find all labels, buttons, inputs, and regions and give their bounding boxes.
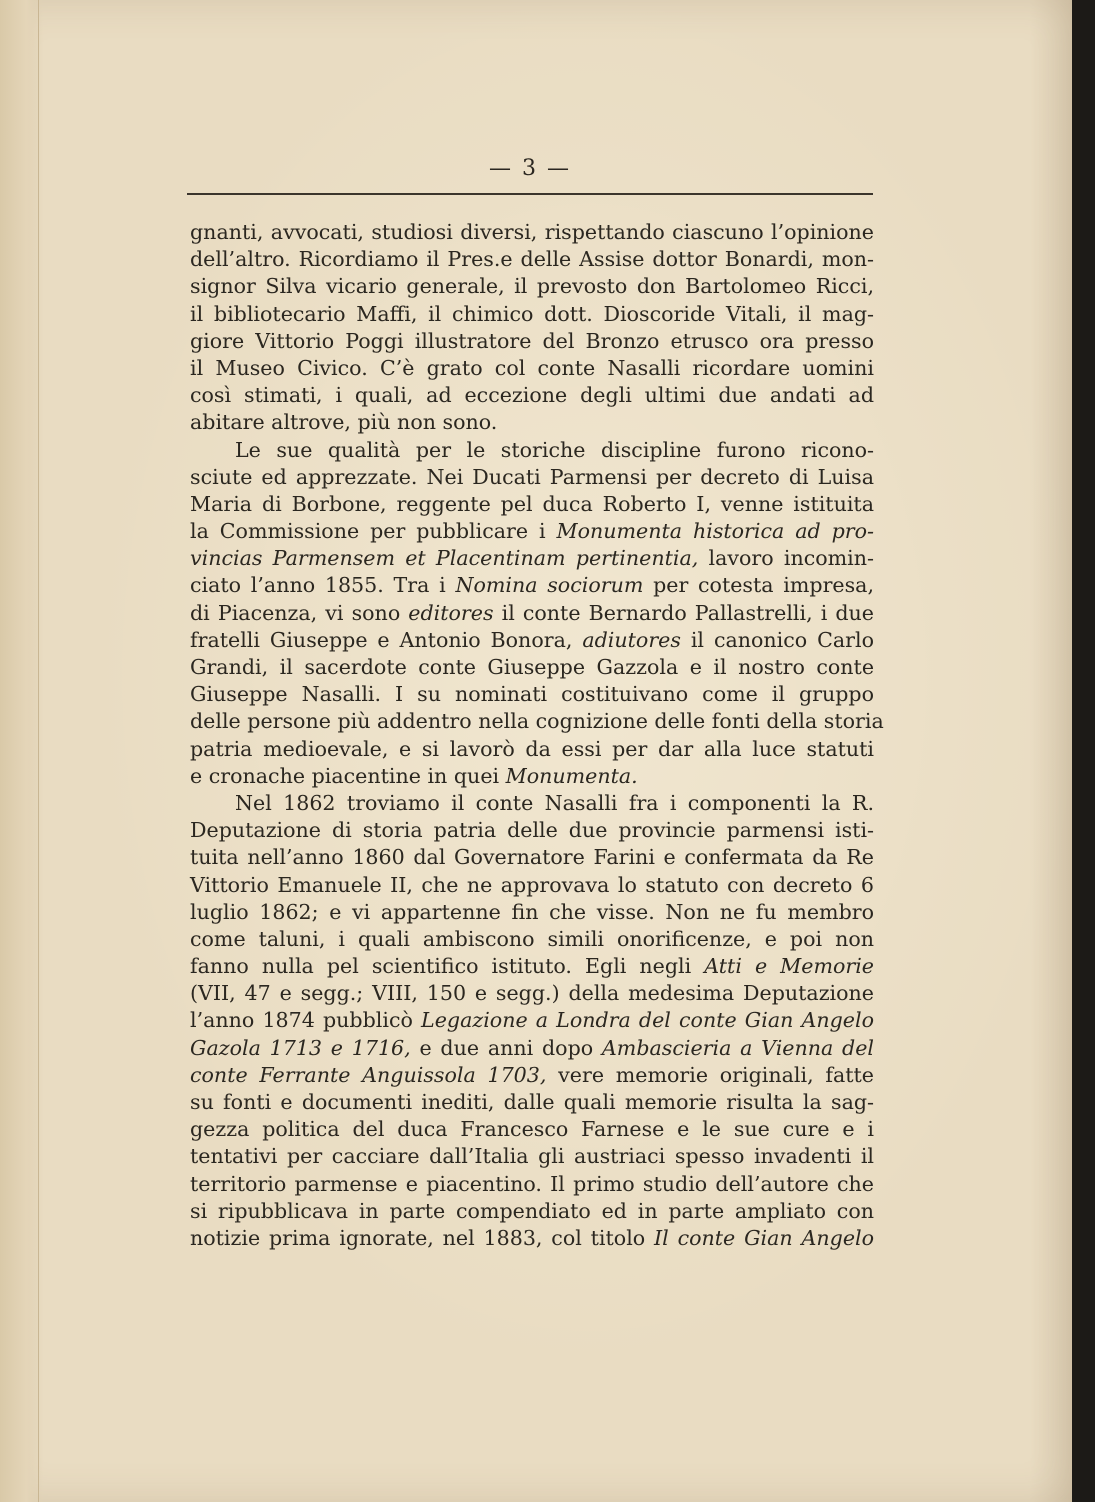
italic-text-segment: Monumenta historica ad pro- [556,519,874,544]
text-line [190,464,874,491]
text-line [190,1143,874,1170]
text-line [190,790,874,817]
text-line [190,980,874,1007]
text-line [190,926,874,953]
text-line [190,491,874,518]
text-line [190,708,884,735]
text-segment: (VII, 47 e segg.; VIII, 150 e segg.) della medesima Deputazione [190,981,874,1006]
text-line [190,1062,874,1089]
text-line [190,899,874,926]
text-line [190,1116,874,1143]
text-segment: dell’altro. Ricordiamo il Pres.e delle Assise dottor Bonardi, mon- [190,247,874,272]
text-line [190,600,874,627]
text-line [190,409,874,436]
text-line [190,437,874,464]
text-segment: e due anni dopo [410,1035,602,1060]
text-segment: la Commissione per pubblicare i [190,519,557,544]
text-line [190,219,874,246]
text-line [190,518,874,545]
text-segment: e cronache piacentine in quei [190,763,506,788]
text-segment: il Museo Civico. C’è grato col conte Nasalli ricordare uomini [190,355,874,380]
text-segment: il canonico Carlo [680,627,874,652]
text-line [190,654,874,681]
text-line [190,1035,874,1062]
text-line [190,1171,874,1198]
text-segment: su fonti e documenti inediti, dalle quali memorie risulta la sag- [190,1090,874,1114]
text-segment: giore Vittorio Poggi illustratore del Bronzo etrusco ora presso [190,328,874,353]
italic-text-segment: vincias Parmensem et Placentinam pertinentia, [190,546,699,571]
text-segment: Le sue qualità per le storiche discipline furono ricono- [235,437,874,462]
italic-text-segment: adiutores [582,627,681,652]
text-segment: tentativi per cacciare dall’Italia gli austriaci spesso invadenti il [190,1144,874,1169]
text-segment: gezza politica del duca Francesco Farnese e le sue cure e i [190,1117,874,1142]
text-line [190,273,874,300]
italic-text-segment: Legazione a Londra del conte Gian Angelo [421,1008,874,1033]
text-segment: fanno nulla pel scientifico istituto. Egli negli [190,954,705,979]
text-line [190,627,874,654]
text-segment: abitare altrove, più non sono. [190,410,498,435]
text-line [190,246,874,273]
text-segment: territorio parmense e piacentino. Il primo studio dell’autore che [190,1171,874,1196]
text-segment: il bibliotecario Maffi, il chimico dott. Dioscoride Vitali, il mag- [190,301,874,326]
binding-fold-line [38,0,39,1502]
italic-text-segment: conte Ferrante Anguissola 1703, [190,1062,547,1087]
text-segment: così stimati, i quali, ad eccezione degli ultimi due andati ad [190,383,874,408]
text-segment: patria medioevale, e si lavorò da essi per dar alla luce statuti [190,736,874,761]
text-line [190,1198,874,1225]
header-rule [187,193,873,195]
text-line [190,545,874,572]
text-segment: come taluni, i quali ambiscono simili onorificenze, e poi non [190,926,874,951]
italic-text-segment: Gazola 1713 e 1716, [190,1035,411,1060]
italic-text-segment: Il conte Gian Angelo [654,1225,874,1250]
text-segment: gnanti, avvocati, studiosi diversi, rispettando ciascuno l’opinione [190,220,874,244]
text-segment: l’anno 1874 pubblicò [190,1008,422,1033]
text-line [190,736,874,763]
body-text [190,219,884,1252]
text-line [190,763,874,790]
italic-text-segment: Monumenta. [505,763,638,788]
text-segment: tuita nell’anno 1860 dal Governatore Farini e confermata da Re [190,845,874,870]
text-segment: lavoro incomin- [698,546,874,571]
italic-text-segment: Atti e Memorie [704,954,874,979]
text-line [190,953,874,980]
text-line [190,1007,874,1034]
text-line [190,1225,874,1252]
text-segment: Grandi, il sacerdote conte Giuseppe Gazzola e il nostro conte [190,655,874,679]
text-segment: Vittorio Emanuele II, che ne approvava lo statuto con decreto 6 [190,872,874,897]
text-segment: di Piacenza, vi sono [190,600,409,625]
text-line [190,1089,874,1116]
text-line [190,681,874,708]
italic-text-segment: Nomina sociorum [455,573,644,598]
text-segment: Giuseppe Nasalli. I su nominati costituivano come il gruppo [190,682,874,707]
text-line [190,844,874,871]
text-segment: si ripubblicava in parte compendiato ed in parte ampliato con [190,1198,874,1223]
text-segment: signor Silva vicario generale, il prevosto don Bartolomeo Ricci, [190,274,874,299]
text-line [190,572,874,599]
text-line [190,382,874,409]
text-segment: luglio 1862; e vi appartenne fin che visse. Non ne fu membro [190,899,874,924]
text-line [190,872,874,899]
text-line [190,328,874,355]
text-segment: ciato l’anno 1855. Tra i [190,573,456,598]
text-line [190,301,874,328]
page-number: — 3 — [489,156,571,181]
text-segment: per cotesta impresa, [643,573,874,598]
italic-text-segment: Ambascieria a Vienna del [601,1035,874,1060]
text-line [190,817,874,844]
text-line [190,355,874,382]
text-segment: sciute ed apprezzate. Nei Ducati Parmensi per decreto di Luisa [190,464,874,489]
text-segment: Deputazione di storia patria delle due provincie parmensi isti- [190,818,874,843]
text-segment: notizie prima ignorate, nel 1883, col titolo [190,1225,655,1250]
text-segment: fratelli Giuseppe e Antonio Bonora, [190,627,583,652]
italic-text-segment: editores [408,600,494,625]
text-segment: Nel 1862 troviamo il conte Nasalli fra i componenti la R. [235,790,874,815]
text-segment: vere memorie originali, fatte [546,1062,874,1087]
text-segment: Maria di Borbone, reggente pel duca Roberto I, venne istituita [190,491,874,516]
text-segment: il conte Bernardo Pallastrelli, i due [493,600,874,625]
text-segment: delle persone più addentro nella cognizione delle fonti della storia [190,709,884,734]
